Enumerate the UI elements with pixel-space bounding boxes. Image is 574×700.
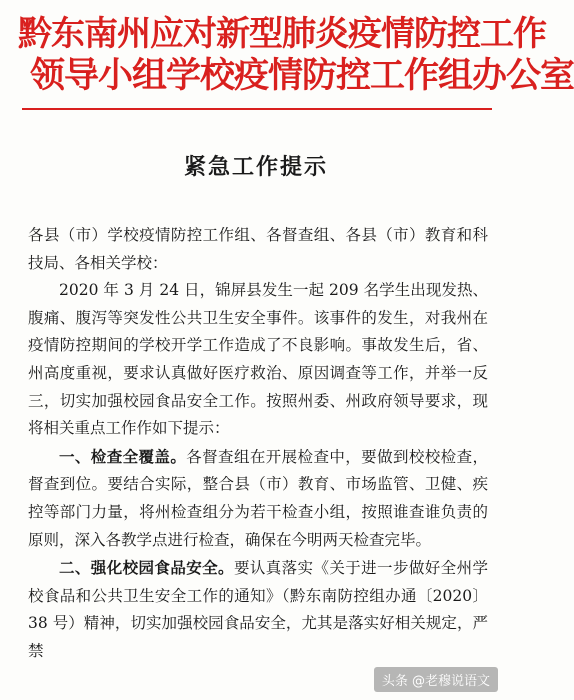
- section-1-text: 各督查组在开展检查中，要做到校校检查，督查到位。要结合实际，整合县（市）教育、市场监管、卫健、疾控等部门力量，将州检查组分为若干检查小组，按照谁查谁负责的原则，深入各教学点进行检查，确保在今明两天检查完毕。: [28, 447, 488, 549]
- letterhead-line-1: 黔东南州应对新型肺炎疫情防控工作: [18, 14, 546, 54]
- paragraph-intro: 2020 年 3 月 24 日，锦屏县发生一起 209 名学生出现发热、腹痛、腹泻等突发性公共卫生安全事件。该事件的发生，对我州在疫情防控期间的学校开学工作造成了不良影响。事故发生后，省、州高度重视，要求认真做好医疗救治、原因调查等工作，并举一反三，切实加强校园食品安全工作。按照州委、州政府领导要求，现将相关重点工作作如下提示：: [28, 281, 488, 438]
- source-watermark: 头条 @老穆说语文: [374, 667, 498, 692]
- section-2-heading: 二、强化校园食品安全。: [59, 558, 234, 578]
- addressee: 各县（市）学校疫情防控工作组、各督查组、各县（市）教育和科技局、各相关学校：: [28, 226, 488, 272]
- document-body: [28, 222, 488, 666]
- section-1: [28, 443, 488, 554]
- letterhead-line-2: 领导小组学校疫情防控工作组办公室: [30, 55, 574, 96]
- document-title: 紧急工作提示: [183, 154, 328, 180]
- section-1-heading: 一、检查全覆盖。: [59, 446, 187, 466]
- section-2-text: 要认真落实《关于进一步做好全州学校食品和公共卫生安全工作的通知》（黔东南防控组办通〔2020〕38 号）精神，切实加强校园食品安全，尤其是落实好相关规定，严禁: [28, 559, 488, 660]
- letterhead-divider: [22, 108, 492, 110]
- section-2: [28, 554, 488, 665]
